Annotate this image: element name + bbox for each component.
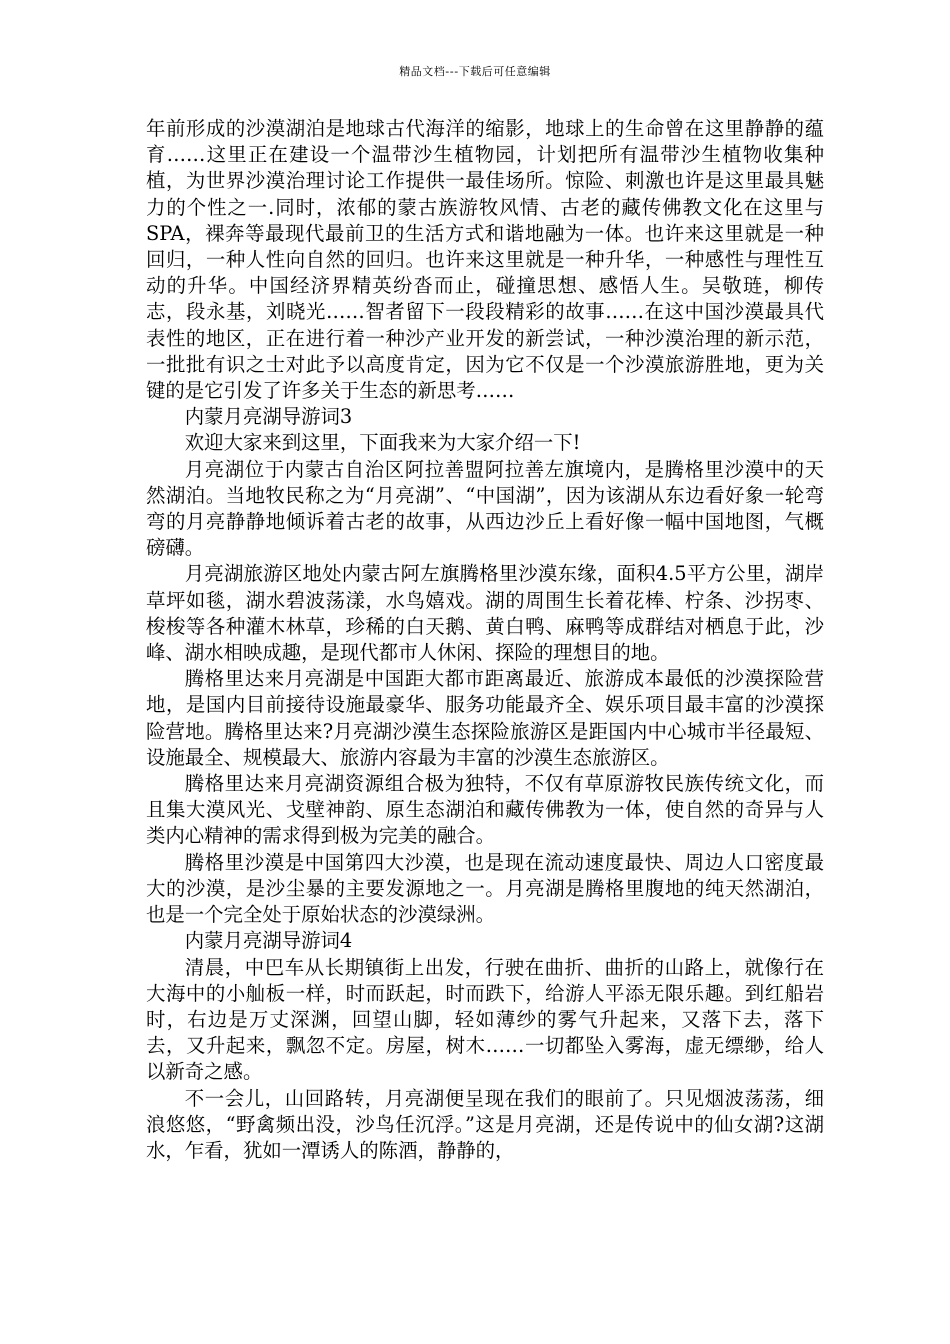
paragraph: 腾格里达来月亮湖是中国距大都市距离最近、旅游成本最低的沙漠探险营地，是国内目前接待设施最豪华、服务功能最齐全、娱乐项目最丰富的沙漠探险营地。腾格里达来?月亮湖沙漠生态探险旅游区是距国内中心城市半径最短、设施最全、规模最大、旅游内容最为丰富的沙漠生态旅游区。 xyxy=(146,667,824,769)
paragraph: 不一会儿，山回路转，月亮湖便呈现在我们的眼前了。只见烟波荡荡，细浪悠悠，“野禽频出没，沙鸟任沉浮。”这是月亮湖，还是传说中的仙女湖?这湖水，乍看，犹如一潭诱人的陈酒，静静的， xyxy=(146,1086,824,1162)
paragraph: 腾格里沙漠是中国第四大沙漠，也是现在流动速度最快、周边人口密度最大的沙漠，是沙尘暴的主要发源地之一。月亮湖是腾格里腹地的纯天然湖泊，也是一个完全处于原始状态的沙漠绿洲。 xyxy=(146,850,824,927)
document-body xyxy=(146,116,824,1164)
paragraph: 欢迎大家来到这里，下面我来为大家介绍一下! xyxy=(184,431,581,455)
page-header: 精品文档---下载后可任意编辑 xyxy=(399,65,551,78)
paragraph: 清晨，中巴车从长期镇街上出发，行驶在曲折、曲折的山路上，就像行在大海中的小舢板一样，时而跃起，时而跌下，给游人平添无限乐趣。到红船岩时，右边是万丈深渊，回望山脚，轻如薄纱的雾气升起来，又落下去，落下去，又升起来，飘忽不定。房屋，树木……一切都坠入雾海，虚无缥缈，给人以新奇之感。 xyxy=(146,955,824,1084)
paragraph: 月亮湖旅游区地处内蒙古阿左旗腾格里沙漠东缘，面积4.5平方公里，湖岸草坪如毯，湖水碧波荡漾，水鸟嬉戏。湖的周围生长着花棒、柠条、沙拐枣、梭梭等各种灌木林草，珍稀的白天鹅、黄白鸭、麻鸭等成群结对栖息于此，沙峰、湖水相映成趣，是现代都市人休闲、探险的理想目的地。 xyxy=(146,562,824,665)
paragraph: 月亮湖位于内蒙古自治区阿拉善盟阿拉善左旗境内，是腾格里沙漠中的天然湖泊。当地牧民称之为“月亮湖”、“中国湖”，因为该湖从东边看好象一轮弯弯的月亮静静地倾诉着古老的故事，从西边沙丘上看好像一幅中国地图，气概磅礴。 xyxy=(146,457,824,560)
section-heading: 内蒙月亮湖导游词4 xyxy=(184,929,353,953)
section-heading: 内蒙月亮湖导游词3 xyxy=(184,405,353,429)
paragraph: 腾格里达来月亮湖资源组合极为独特，不仅有草原游牧民族传统文化，而且集大漠风光、戈壁神韵、原生态湖泊和藏传佛教为一体，使自然的奇异与人类内心精神的需求得到极为完美的融合。 xyxy=(146,772,824,848)
paragraph: 年前形成的沙漠湖泊是地球古代海洋的缩影，地球上的生命曾在这里静静的蕴育……这里正在建设一个温带沙生植物园，计划把所有温带沙生植物收集种植，为世界沙漠治理讨论工作提供一最佳场所。惊险、刺激也许是这里最具魅力的个性之一.同时，浓郁的蒙古族游牧风情、古老的藏传佛教文化在这里与SPA，裸奔等最现代最前卫的生活方式和谐地融为一体。也许来这里就是一种回归，一种人性向自然的回归。也许来这里就是一种升华，一种感性与理性互动的升华。中国经济界精英纷沓而止，碰撞思想、感悟人生。吴敬琏，柳传志，段永基，刘晓光……智者留下一段段精彩的故事……在这中国沙漠最具代表性的地区，正在进行着一种沙产业开发的新尝试，一种沙漠治理的新示范，一批批有识之士对此予以高度肯定，因为它不仅是一个沙漠旅游胜地，更为关键的是它引发了许多关于生态的新思考…… xyxy=(146,117,824,403)
